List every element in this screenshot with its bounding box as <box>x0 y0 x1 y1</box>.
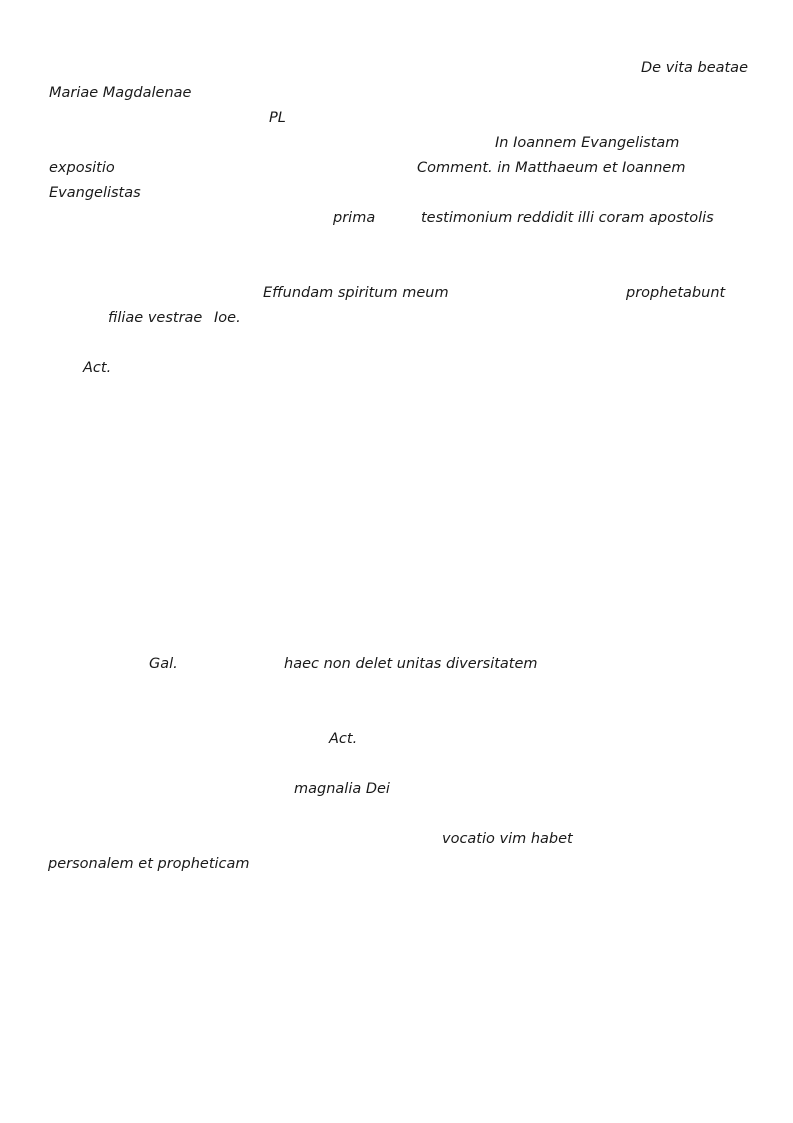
text-vocatio-vim-habet: vocatio vim habet <box>442 831 573 847</box>
text-pl: PL <box>269 110 286 126</box>
text-prima: prima <box>333 210 376 226</box>
text-testimonium: testimonium reddidit illi coram apostolis <box>421 210 714 226</box>
text-comment-in-matthaeum: Comment. in Matthaeum et Ioannem <box>417 160 686 176</box>
text-act-reference-2: Act. <box>329 731 358 747</box>
text-de-vita-beatae: De vita beatae <box>641 60 748 76</box>
text-ioe: Ioe. <box>214 310 241 326</box>
text-prophetabunt: prophetabunt <box>626 285 726 301</box>
text-magnalia-dei: magnalia Dei <box>294 781 390 797</box>
text-mariae-magdalenae: Mariae Magdalenae <box>49 85 192 101</box>
text-evangelistas: Evangelistas <box>49 185 141 201</box>
text-in-ioannem-evangelistam: In Ioannem Evangelistam <box>495 135 680 151</box>
text-act-reference-1: Act. <box>83 360 112 376</box>
text-personalem-et-propheticam: personalem et propheticam <box>48 856 250 872</box>
text-effundam-spiritum-meum: Effundam spiritum meum <box>263 285 449 301</box>
text-expositio: expositio <box>49 160 115 176</box>
text-filiae-vestrae: filiae vestrae <box>108 310 203 326</box>
text-gal: Gal. <box>149 656 178 672</box>
text-haec-non-delet: haec non delet unitas diversitatem <box>284 656 538 672</box>
